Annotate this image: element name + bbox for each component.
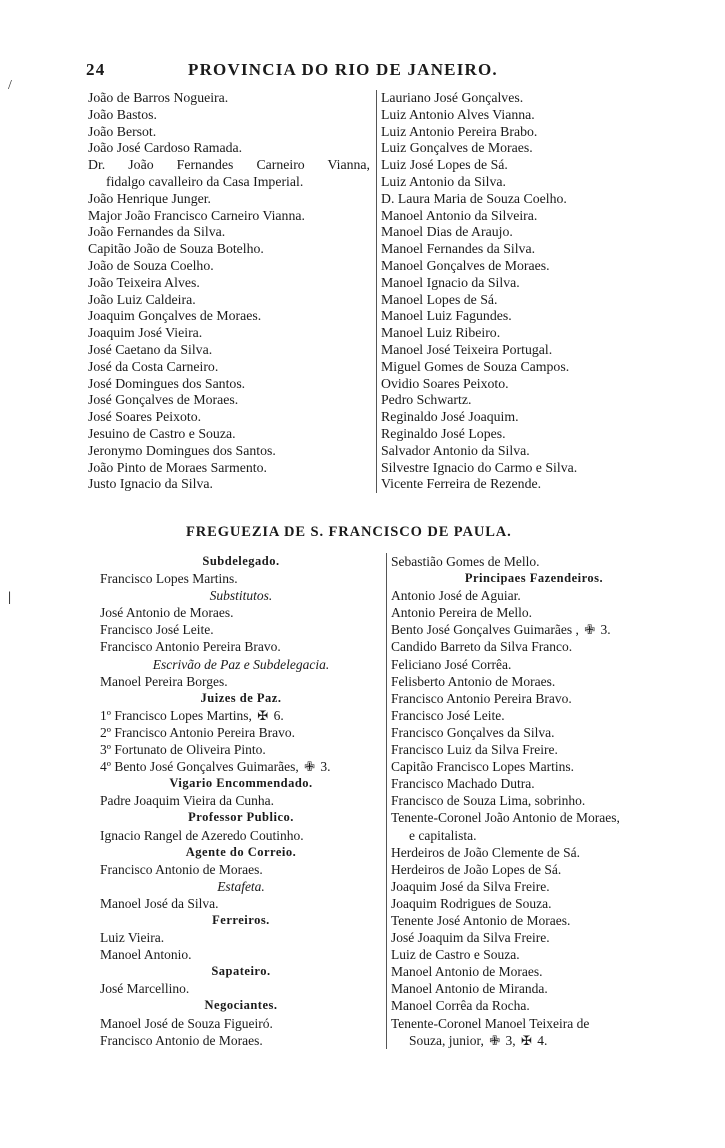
section-heading: Principaes Fazendeiros. — [464, 571, 604, 586]
list-item: José Marcellino. — [100, 981, 190, 997]
christ-cross-icon: ✙ — [584, 622, 596, 638]
section-title: FREGUEZIA DE S. FRANCISCO DE PAULA. — [186, 524, 512, 540]
list-item — [100, 758, 385, 775]
page-header — [86, 60, 586, 84]
list-item: José Gonçalves de Moraes. — [88, 392, 239, 408]
list-item — [100, 707, 385, 724]
list-item: Manoel Gonçalves de Moraes. — [381, 257, 550, 273]
ordinal: 3º — [100, 742, 111, 758]
list-item: Tenente-Coronel Manoel Teixeira de — [391, 1015, 590, 1031]
list-item: Capitão João de Souza Botelho. — [88, 241, 264, 257]
list-item: José Soares Peixoto. — [88, 409, 202, 425]
list-item: Manoel José de Souza Figueiró. — [100, 1015, 273, 1031]
margin-mark: / — [8, 78, 12, 93]
list-item: Herdeiros de João Clemente de Sá. — [391, 844, 580, 860]
list-item: Francisco Antonio Pereira Bravo. — [391, 690, 572, 706]
list-item: Manoel Lopes de Sá. — [381, 291, 498, 307]
section-heading: Estafeta. — [217, 878, 265, 894]
decoration-number: 6. — [273, 707, 284, 723]
list-item: Luiz Vieira. — [100, 930, 165, 946]
landowners-column — [386, 553, 691, 1049]
margin-mark: | — [8, 590, 12, 605]
list-item: Tenente José Antonio de Moraes. — [391, 912, 571, 928]
list-item: Herdeiros de João Lopes de Sá. — [391, 861, 562, 877]
list-item: Dr. João Fernandes Carneiro Vianna, — [88, 157, 370, 173]
list-item: João Henrique Junger. — [88, 190, 211, 206]
section-heading: Substitutos. — [209, 588, 273, 604]
landowner-name: Souza, junior, — [409, 1032, 484, 1048]
list-item: Antonio Pereira de Mello. — [391, 605, 532, 621]
section-heading: Ferreiros. — [212, 912, 270, 927]
list-item: Francisco de Souza Lima, sobrinho. — [391, 793, 586, 809]
name-list-right — [376, 90, 641, 493]
list-item: João Teixeira Alves. — [88, 274, 200, 290]
list-item: Capitão Francisco Lopes Martins. — [391, 759, 574, 775]
list-item: Ovidio Soares Peixoto. — [381, 375, 509, 391]
list-item: Joaquim José da Silva Freire. — [391, 878, 550, 894]
list-item: Manoel Antonio de Moraes. — [391, 964, 543, 980]
list-item: José Antonio de Moraes. — [100, 605, 234, 621]
decoration-number: 3, — [505, 1032, 516, 1048]
list-item: Francisco Machado Dutra. — [391, 776, 535, 792]
list-item: Tenente-Coronel João Antonio de Moraes, — [391, 810, 620, 826]
list-item: Joaquim Rodrigues de Souza. — [391, 895, 552, 911]
list-item: Francisco José Leite. — [391, 707, 505, 723]
list-item: Jeronymo Domingues dos Santos. — [88, 442, 276, 458]
section-heading: Agente do Correio. — [185, 844, 297, 859]
christ-cross-icon: ✙ — [489, 1032, 501, 1048]
page-title: PROVINCIA DO RIO DE JANEIRO. — [188, 60, 498, 79]
decoration-number: 3. — [320, 759, 331, 775]
list-item: Manoel Antonio de Miranda. — [391, 981, 548, 997]
list-item: Manoel Pereira Borges. — [100, 673, 228, 689]
list-item: Joaquim José Vieira. — [88, 325, 203, 341]
list-item: Justo Ignacio da Silva. — [88, 476, 213, 492]
list-item: Francisco Luiz da Silva Freire. — [391, 742, 558, 758]
list-item — [391, 1032, 691, 1049]
list-item: Francisco Gonçalves da Silva. — [391, 724, 555, 740]
list-item: Francisco Antonio Pereira Bravo. — [100, 639, 281, 655]
judge-name: Francisco Antonio Pereira Bravo. — [114, 724, 296, 740]
list-item: Manoel José da Silva. — [100, 895, 219, 911]
list-item: Ignacio Rangel de Azeredo Coutinho. — [100, 827, 304, 843]
list-item: Felisberto Antonio de Moraes. — [391, 673, 556, 689]
list-item: Miguel Gomes de Souza Campos. — [381, 358, 570, 374]
list-item: José da Costa Carneiro. — [88, 358, 219, 374]
list-item: João de Souza Coelho. — [88, 257, 214, 273]
list-item: João José Cardoso Ramada. — [88, 140, 243, 156]
list-item: Lauriano José Gonçalves. — [381, 90, 524, 105]
list-item: José Caetano da Silva. — [88, 341, 213, 357]
list-item: Luiz Gonçalves de Moraes. — [381, 140, 533, 156]
list-item: Manoel Fernandes da Silva. — [381, 241, 536, 257]
list-item: Major João Francisco Carneiro Vianna. — [88, 207, 305, 223]
list-item: Joaquim Gonçalves de Moraes. — [88, 308, 262, 324]
list-item: Manoel Antonio da Silveira. — [381, 207, 538, 223]
ordinal: 1º — [100, 707, 111, 723]
list-item: Reginaldo José Lopes. — [381, 425, 506, 441]
list-item: Sebastião Gomes de Mello. — [391, 554, 540, 569]
section-heading: Escrivão de Paz e Subdelegacia. — [152, 656, 330, 672]
cross-decoration-icon: ✠ — [257, 707, 269, 723]
list-item: Luiz Antonio Alves Vianna. — [381, 106, 535, 122]
list-item: Luiz de Castro e Souza. — [391, 947, 520, 963]
list-item: João Luiz Caldeira. — [88, 291, 196, 307]
list-item: Francisco Antonio de Moraes. — [100, 861, 263, 877]
ordinal: 2º — [100, 724, 111, 740]
list-item: Manoel José Teixeira Portugal. — [381, 341, 553, 357]
list-item: José Domingues dos Santos. — [88, 375, 246, 391]
list-item: Francisco Lopes Martins. — [100, 571, 238, 587]
list-item: Francisco José Leite. — [100, 622, 214, 638]
cross-decoration-icon: ✠ — [520, 1032, 532, 1048]
list-item: fidalgo cavalleiro da Casa Imperial. — [106, 173, 304, 189]
section-heading: Vigario Encommendado. — [169, 776, 313, 791]
list-item: Antonio José de Aguiar. — [391, 588, 521, 604]
decoration-number: 4. — [537, 1032, 548, 1048]
list-item — [100, 741, 385, 758]
page-number: 24 — [86, 60, 106, 79]
list-item: Luiz José Lopes de Sá. — [381, 157, 508, 173]
christ-cross-icon: ✙ — [304, 759, 316, 775]
list-item: D. Laura Maria de Souza Coelho. — [381, 190, 567, 206]
ordinal: 4º — [100, 759, 111, 775]
list-item: Manoel Antonio. — [100, 947, 192, 963]
list-item: Luiz Antonio Pereira Brabo. — [381, 123, 538, 139]
list-item: João Fernandes da Silva. — [88, 224, 226, 240]
list-item: Manoel Luiz Ribeiro. — [381, 325, 501, 341]
list-item: João de Barros Nogueira. — [88, 90, 229, 105]
list-item: Reginaldo José Joaquim. — [381, 409, 519, 425]
list-item: Feliciano José Corrêa. — [391, 656, 512, 672]
list-item: Padre Joaquim Vieira da Cunha. — [100, 793, 275, 809]
section-heading: Negociantes. — [204, 998, 278, 1013]
list-item: Francisco Antonio de Moraes. — [100, 1032, 263, 1048]
section-heading: Professor Publico. — [188, 810, 294, 825]
list-item: Silvestre Ignacio do Carmo e Silva. — [381, 459, 578, 475]
list-item: Manoel Luiz Fagundes. — [381, 308, 512, 324]
parish-officials-column — [100, 553, 385, 1049]
list-item: Luiz Antonio da Silva. — [381, 173, 506, 189]
landowner-name: Bento José Gonçalves Guimarães , — [391, 622, 579, 638]
list-item: Manoel Corrêa da Rocha. — [391, 998, 530, 1014]
list-item: Salvador Antonio da Silva. — [381, 442, 530, 458]
list-item: João Bersot. — [88, 123, 157, 139]
list-item: Manoel Dias de Araujo. — [381, 224, 513, 240]
list-item: Pedro Schwartz. — [381, 392, 472, 408]
list-item: José Joaquim da Silva Freire. — [391, 930, 550, 946]
judge-name: Bento José Gonçalves Guimarães, — [114, 759, 299, 775]
section-heading: Sapateiro. — [211, 964, 271, 979]
list-item: Manoel Ignacio da Silva. — [381, 274, 520, 290]
list-item — [391, 621, 691, 638]
list-item: e capitalista. — [409, 827, 477, 843]
list-item: Jesuino de Castro e Souza. — [88, 425, 236, 441]
judge-name: Francisco Lopes Martins, — [114, 707, 252, 723]
list-item: Candido Barreto da Silva Franco. — [391, 639, 573, 655]
judge-name: Fortunato de Oliveira Pinto. — [114, 742, 266, 758]
list-item — [100, 724, 385, 741]
name-list-left — [88, 90, 373, 493]
section-heading: Subdelegado. — [202, 554, 280, 568]
list-item: João Bastos. — [88, 106, 157, 122]
decoration-number: 3. — [600, 622, 611, 638]
section-heading: Juizes de Paz. — [200, 690, 282, 705]
list-item: Vicente Ferreira de Rezende. — [381, 476, 542, 492]
list-item: João Pinto de Moraes Sarmento. — [88, 459, 267, 475]
